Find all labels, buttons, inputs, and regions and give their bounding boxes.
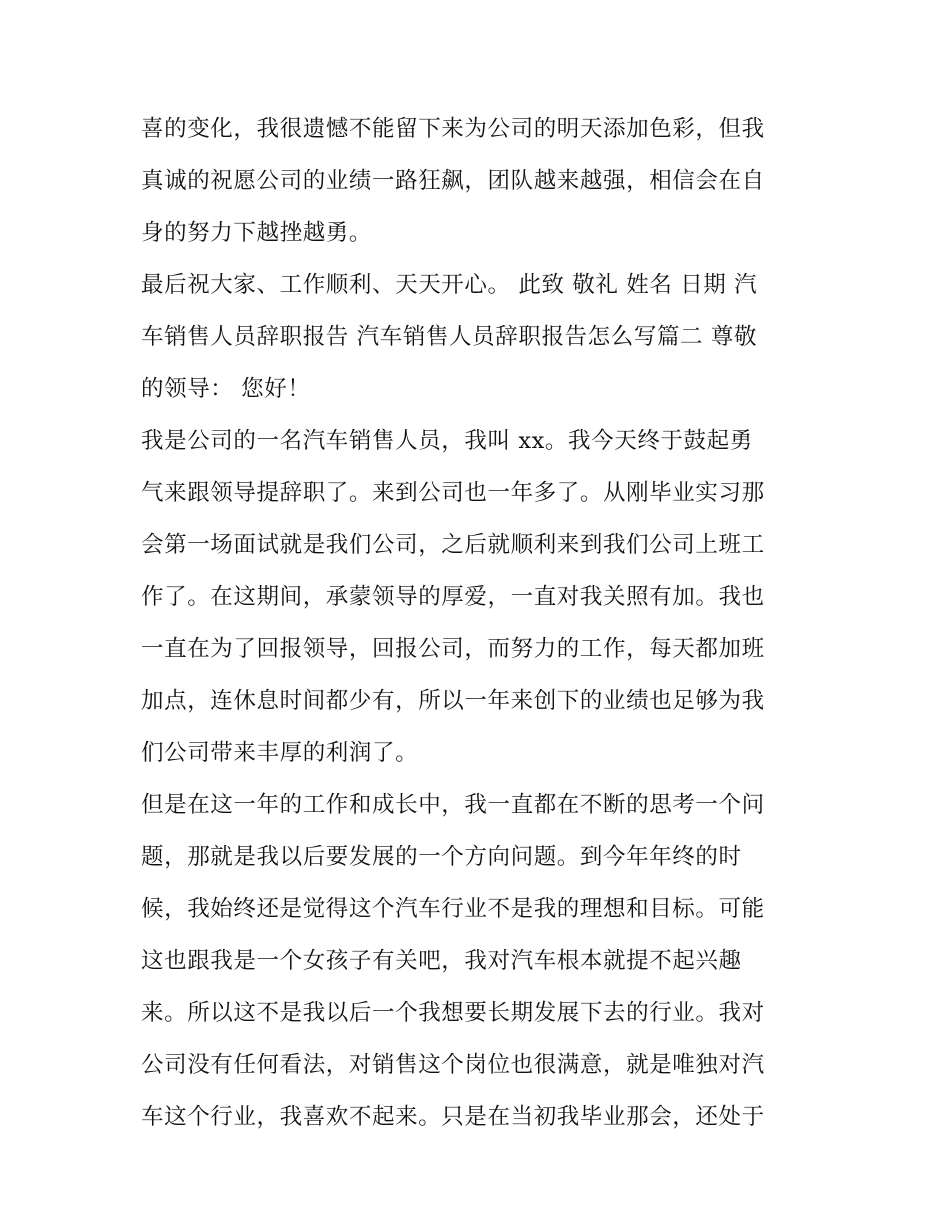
- text-line: 但是在这一年的工作和成长中，我一直都在不断的思考一个问: [141, 792, 765, 818]
- text-line: 这也跟我是一个女孩子有关吧，我对汽车根本就提不起兴趣: [141, 948, 742, 974]
- text-line: 来。所以这不是我以后一个我想要长期发展下去的行业。我对: [141, 1000, 765, 1026]
- text-line: 车销售人员辞职报告 汽车销售人员辞职报告怎么写篇二 尊敬: [141, 324, 758, 350]
- text-line: 气来跟领导提辞职了。来到公司也一年多了。从刚毕业实习那: [141, 480, 765, 506]
- document-body: [141, 103, 831, 1143]
- text-line: 身的努力下越挫越勇。: [141, 220, 373, 246]
- text-line: 题，那就是我以后要发展的一个方向问题。到今年年终的时: [141, 844, 742, 870]
- text-line: 最后祝大家、工作顺利、天天开心。 此致 敬礼 姓名 日期 汽: [141, 272, 758, 298]
- text-line: 一直在为了回报领导，回报公司，而努力的工作，每天都加班: [141, 636, 765, 662]
- text-line: 车这个行业，我喜欢不起来。只是在当初我毕业那会，还处于: [141, 1104, 765, 1130]
- text-line: 喜的变化，我很遗憾不能留下来为公司的明天添加色彩，但我: [141, 116, 765, 142]
- text-line: 加点，连休息时间都少有，所以一年来创下的业绩也足够为我: [141, 688, 765, 714]
- text-line: 公司没有任何看法，对销售这个岗位也很满意，就是唯独对汽: [141, 1052, 765, 1078]
- text-line: 作了。在这期间，承蒙领导的厚爱，一直对我关照有加。我也: [141, 584, 765, 610]
- text-line: 的领导： 您好！: [141, 376, 311, 402]
- text-line: 们公司带来丰厚的利润了。: [141, 740, 419, 766]
- text-line: 真诚的祝愿公司的业绩一路狂飙，团队越来越强，相信会在自: [141, 168, 765, 194]
- text-line: 我是公司的一名汽车销售人员，我叫 xx。我今天终于鼓起勇: [141, 428, 753, 454]
- text-line: 候，我始终还是觉得这个汽车行业不是我的理想和目标。可能: [141, 896, 765, 922]
- text-line: 会第一场面试就是我们公司，之后就顺利来到我们公司上班工: [141, 532, 765, 558]
